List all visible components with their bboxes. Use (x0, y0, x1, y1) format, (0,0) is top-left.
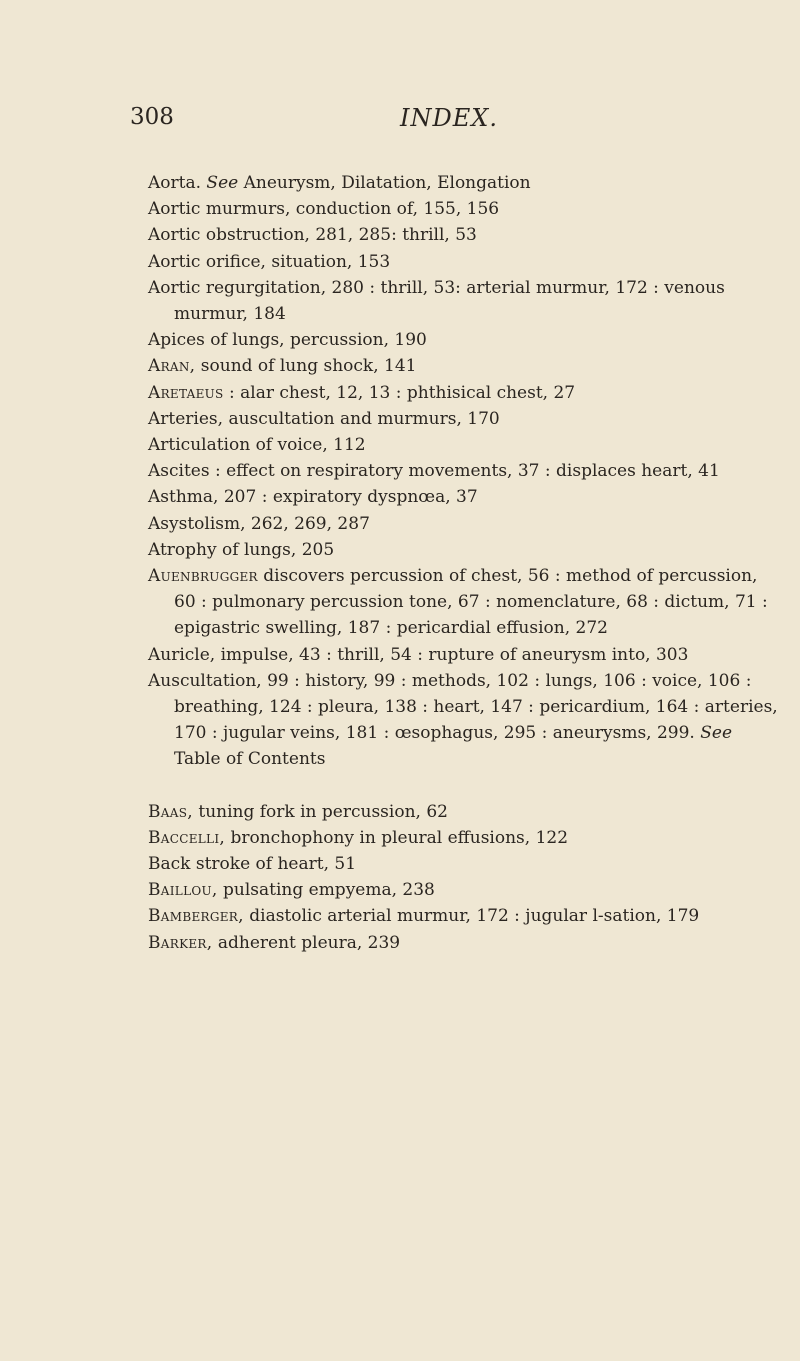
index-entry-baillou (148, 877, 778, 903)
index-entry-bamberger (148, 903, 778, 929)
author-name: Auenbrugger (148, 566, 258, 587)
index-entry: Aortic obstruction, 281, 285: thrill, 53 (148, 225, 477, 246)
index-entry-aretaeus (148, 380, 778, 406)
index-entry: Asystolism, 262, 269, 287 (148, 513, 370, 534)
entry-lead: Auscultation, 99 : history, 99 : methods, 102 : lungs, 106 : voice, 106 : breathing, 124 : pleura, 138 : heart, 147 : pericardium, 164 : arteries, 170 : jugular veins, 181 : œsophagus, 295 : aneurysms, 299. (148, 670, 778, 744)
author-name: Baillou, (148, 880, 218, 901)
entry-text: diastolic arterial murmur, 172 : jugular l-sation, 179 (243, 906, 700, 927)
index-entry: Aortic orifice, situation, 153 (148, 251, 391, 272)
entry-text: tuning fork in percussion, 62 (192, 801, 448, 822)
index-list (148, 170, 778, 956)
author-name: Bamberger, (148, 906, 244, 927)
index-entry-barker (148, 930, 778, 956)
index-entry: Atrophy of lungs, 205 (148, 539, 335, 560)
index-entry: Arteries, auscultation and murmurs, 170 (148, 408, 500, 429)
index-entry: Aortic murmurs, conduction of, 155, 156 (148, 199, 500, 220)
entry-text: Aneurysm, Dilatation, Elongation (243, 173, 531, 193)
index-entry: Aortic regurgitation, 280 : thrill, 53: arterial murmur, 172 : venous murmur, 184 (148, 277, 725, 325)
index-entry-auscultation (148, 668, 778, 773)
author-name: Barker, (148, 932, 213, 953)
page-header (130, 104, 770, 144)
entry-text: Table of Contents (174, 749, 326, 770)
entry-text: : alar chest, 12, 13 : phthisical chest, 27 (223, 382, 576, 403)
entry-text: pulsating empyema, 238 (217, 880, 435, 901)
index-entry-aorta (148, 170, 778, 196)
author-name: Baas, (148, 801, 193, 822)
running-head: INDEX. (400, 104, 498, 132)
author-name: Aran, (148, 356, 196, 377)
index-entry-baas (148, 799, 778, 825)
see-reference: See (700, 723, 733, 744)
index-entry: Apices of lungs, percussion, 190 (148, 330, 427, 351)
index-entry: Auricle, impulse, 43 : thrill, 54 : rupture of aneurysm into, 303 (148, 644, 689, 665)
index-entry: Asthma, 207 : expiratory dyspnœa, 37 (148, 487, 478, 508)
entry-text: adherent pleura, 239 (212, 932, 401, 953)
entry-text: sound of lung shock, 141 (195, 356, 417, 377)
page-number: 308 (130, 104, 174, 130)
see-reference: See (206, 173, 239, 193)
section-gap (148, 773, 778, 799)
index-entry-baccelli (148, 825, 778, 851)
entry-lead: Aorta. (148, 173, 202, 193)
index-entry: Ascites : effect on respiratory movements, 37 : displaces heart, 41 (148, 461, 720, 482)
entry-text: bronchophony in pleural effusions, 122 (225, 827, 569, 848)
author-name: Aretaeus (148, 382, 224, 403)
index-entry-aran (148, 353, 778, 379)
entry-text: discovers percussion of chest, 56 : method of percussion, 60 : pulmonary percussion tone, 67 : nomenclature, 68 : dictum, 71 : epigastric swelling, 187 : pericardial effusion, 272 (174, 566, 768, 639)
index-entry-auenbrugger (148, 563, 778, 642)
author-name: Baccelli, (148, 827, 226, 848)
index-entry: Back stroke of heart, 51 (148, 854, 357, 875)
index-entry: Articulation of voice, 112 (148, 435, 366, 456)
